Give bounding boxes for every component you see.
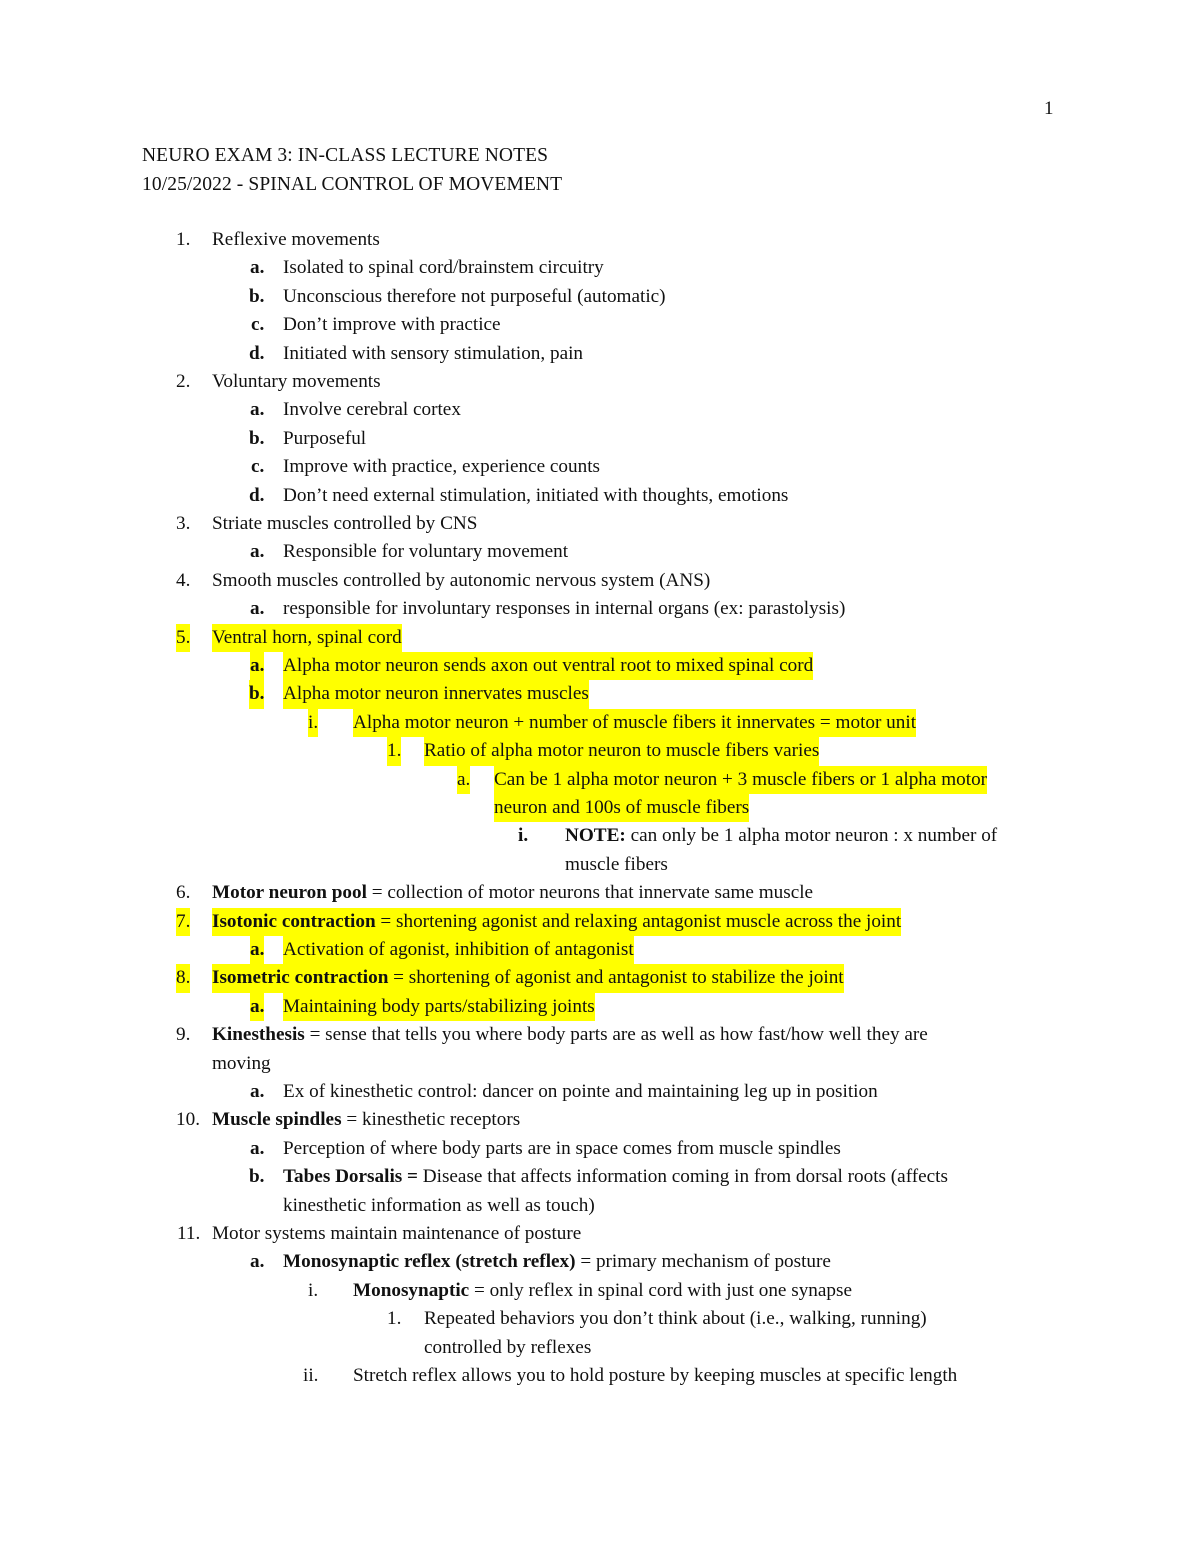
outline-text (565, 851, 668, 879)
outline-line (0, 964, 1200, 992)
outline-line (0, 936, 1200, 964)
outline-line (0, 1277, 1200, 1305)
outline-label: 11. (177, 1223, 201, 1244)
outline-label: b. (249, 285, 265, 307)
outline-label: 5. (176, 624, 190, 652)
outline-label: c. (251, 314, 265, 336)
outline-line (0, 851, 1200, 879)
outline-label: i. (518, 825, 529, 847)
outline-text (283, 1163, 948, 1191)
outline-line (0, 680, 1200, 708)
outline-text-body: Voluntary movements (212, 371, 381, 392)
outline-line (0, 1192, 1200, 1220)
outline-line (0, 311, 1200, 339)
outline-line (0, 1135, 1200, 1163)
document-subtitle: 10/25/2022 - SPINAL CONTROL OF MOVEMENT (142, 174, 563, 195)
outline-text (283, 680, 589, 708)
outline-text (212, 510, 477, 538)
outline-text-body: Initiated with sensory stimulation, pain (283, 342, 584, 364)
outline-line (0, 510, 1200, 538)
outline-term: Isometric contraction (212, 967, 389, 989)
outline-text-body: = only reflex in spinal cord with just one synapse (469, 1279, 852, 1301)
outline-text-body: can only be 1 alpha motor neuron : x number of (625, 825, 998, 847)
outline-line (0, 1021, 1200, 1049)
outline-label: 1. (387, 737, 401, 765)
outline-label: ii. (303, 1365, 319, 1386)
outline-line (0, 908, 1200, 936)
outline-label: 8. (176, 964, 190, 992)
outline-text (283, 652, 813, 680)
outline-line (0, 879, 1200, 907)
outline-text (283, 1135, 841, 1163)
outline-text-body: = primary mechanism of posture (575, 1251, 831, 1273)
outline-line (0, 794, 1200, 822)
outline-label: a. (250, 936, 264, 964)
outline-text-body: Don’t need external stimulation, initiated with thoughts, emotions (283, 484, 789, 506)
outline-label: a. (250, 993, 264, 1021)
outline-label: a. (250, 1081, 265, 1102)
outline-text (283, 993, 595, 1021)
outline-text-body: Motor systems maintain maintenance of posture (212, 1223, 582, 1244)
outline-line (0, 1362, 1200, 1390)
outline-label: 9. (176, 1024, 191, 1046)
outline-line (0, 1050, 1200, 1078)
outline-label: a. (250, 1137, 265, 1159)
outline-text-body: Smooth muscles controlled by autonomic nervous system (ANS) (212, 569, 711, 591)
outline-text (424, 1305, 927, 1333)
outline-line (0, 453, 1200, 481)
outline-text (494, 794, 749, 822)
outline-text (212, 964, 844, 992)
outline-text (283, 453, 600, 481)
outline-label: 10. (176, 1109, 200, 1131)
outline-label: a. (250, 257, 265, 279)
outline-text (565, 822, 997, 850)
outline-text (424, 737, 819, 765)
outline-label: a. (250, 1251, 265, 1273)
outline-text-body: Alpha motor neuron + number of muscle fibers it innervates = motor unit (353, 711, 917, 733)
outline-label: 6. (176, 882, 191, 904)
outline-text (283, 538, 568, 566)
outline-term: Kinesthesis (212, 1024, 305, 1046)
outline-text-body: Ventral horn, spinal cord (212, 626, 402, 648)
outline-text (212, 1220, 581, 1248)
outline-label: 3. (176, 513, 191, 534)
outline-text-body: Reflexive movements (212, 229, 380, 250)
outline-text (283, 482, 788, 510)
outline-text (212, 1021, 928, 1049)
outline-line (0, 1078, 1200, 1106)
outline-text (283, 425, 366, 453)
outline-label: b. (249, 680, 264, 708)
outline-text-body: Unconscious therefore not purposeful (automatic) (283, 285, 666, 307)
outline-text-body: controlled by reflexes (424, 1336, 592, 1358)
outline-line (0, 822, 1200, 850)
outline-text (353, 1277, 852, 1305)
outline-text (424, 1334, 591, 1362)
outline-text-body: Repeated behaviors you don’t think about (i.e., walking, running) (424, 1308, 927, 1330)
outline-text (283, 1078, 878, 1106)
outline-label: 1. (176, 229, 191, 250)
outline-text (283, 1248, 831, 1276)
outline-text (283, 595, 845, 623)
outline-line (0, 396, 1200, 424)
outline-label: d. (249, 484, 265, 506)
outline-line (0, 340, 1200, 368)
outline-line (0, 1163, 1200, 1191)
outline-label: a. (250, 541, 265, 563)
outline-line (0, 425, 1200, 453)
outline-text-body: Can be 1 alpha motor neuron + 3 muscle fibers or 1 alpha motor (494, 768, 988, 790)
outline-term: Muscle spindles (212, 1109, 342, 1131)
document-title: NEURO EXAM 3: IN-CLASS LECTURE NOTES (142, 145, 549, 166)
outline-text-body: Alpha motor neuron sends axon out ventral root to mixed spinal cord (283, 655, 814, 676)
outline-text-body: = sense that tells you where body parts are as well as how fast/how well they are (304, 1024, 928, 1046)
outline-text (212, 567, 710, 595)
outline-text (353, 709, 916, 737)
outline-term: Motor neuron pool (212, 882, 367, 904)
outline-line (0, 1220, 1200, 1248)
outline-line (0, 652, 1200, 680)
outline-text-body: Involve cerebral cortex (283, 399, 461, 421)
outline-line (0, 254, 1200, 282)
outline-text (212, 908, 901, 936)
outline-text-body: Striate muscles controlled by CNS (212, 513, 478, 534)
outline-text (212, 1050, 271, 1078)
outline-line (0, 993, 1200, 1021)
outline-text (212, 368, 381, 396)
outline-text-body: Responsible for voluntary movement (283, 541, 569, 563)
outline-line (0, 1334, 1200, 1362)
outline-text (283, 396, 461, 424)
outline-label: b. (249, 1166, 265, 1188)
outline-label: 2. (176, 371, 191, 392)
outline-text-body: Maintaining body parts/stabilizing joints (283, 995, 595, 1017)
outline-term: Monosynaptic (353, 1279, 470, 1301)
outline-text-body: = shortening of agonist and antagonist to stabilize the joint (388, 967, 844, 989)
outline-line (0, 538, 1200, 566)
outline-text-body: responsible for involuntary responses in internal organs (ex: parastolysis) (283, 598, 846, 620)
outline-text (283, 936, 634, 964)
outline-text (212, 879, 813, 907)
outline-text (212, 1106, 520, 1134)
outline-text-body: Disease that affects information coming in from dorsal roots (affects (417, 1166, 948, 1188)
outline-text-body: Ratio of alpha motor neuron to muscle fibers varies (424, 740, 820, 762)
document-header (142, 141, 562, 199)
outline-label: b. (249, 427, 265, 449)
outline-label: d. (249, 342, 265, 364)
outline-text-body: muscle fibers (565, 853, 668, 875)
outline-text-body: Perception of where body parts are in space comes from muscle spindles (283, 1137, 841, 1159)
outline-text-body: Stretch reflex allows you to hold posture by keeping muscles at specific length (353, 1365, 958, 1386)
outline-text-body: Activation of agonist, inhibition of antagonist (283, 939, 634, 960)
outline-text-body: kinesthetic information as well as touch) (283, 1194, 595, 1216)
outline-text (212, 624, 402, 652)
outline-text-body: = shortening agonist and relaxing antagonist muscle across the joint (375, 910, 902, 932)
outline-term: NOTE: (565, 825, 626, 847)
outline-label: 4. (176, 569, 191, 591)
outline-text-body: Don’t improve with practice (283, 314, 501, 336)
outline-text (494, 766, 987, 794)
outline-text (283, 1192, 595, 1220)
outline-term: Tabes Dorsalis = (283, 1166, 418, 1188)
outline-line (0, 226, 1200, 254)
outline-text-body: moving (212, 1052, 271, 1074)
outline-text (212, 226, 380, 254)
outline-line (0, 595, 1200, 623)
outline-text-body: Isolated to spinal cord/brainstem circuitry (283, 257, 604, 279)
outline-line (0, 567, 1200, 595)
outline-text-body: = kinesthetic receptors (341, 1109, 521, 1131)
outline-label: a. (250, 652, 264, 680)
outline-label: i. (308, 1279, 319, 1301)
outline-label: a. (250, 598, 265, 620)
outline-line (0, 766, 1200, 794)
outline-text (283, 311, 501, 339)
page-number: 1 (1044, 98, 1054, 119)
outline-text (283, 283, 666, 311)
outline-line (0, 1106, 1200, 1134)
outline-label: a. (457, 766, 470, 794)
outline-line (0, 709, 1200, 737)
outline-line (0, 283, 1200, 311)
outline-line (0, 1248, 1200, 1276)
outline-text (353, 1362, 957, 1390)
outline-text-body: neuron and 100s of muscle fibers (494, 797, 750, 818)
outline-line (0, 482, 1200, 510)
outline-text-body: = collection of motor neurons that innervate same muscle (366, 882, 814, 904)
outline-term: Monosynaptic reflex (stretch reflex) (283, 1251, 576, 1273)
outline-text-body: Improve with practice, experience counts (283, 456, 600, 478)
outline-line (0, 1305, 1200, 1333)
outline-text-body: Purposeful (283, 427, 367, 449)
outline-term: Isotonic contraction (212, 910, 376, 932)
outline-label: c. (251, 456, 265, 478)
outline-text-body: Alpha motor neuron innervates muscles (283, 683, 589, 705)
outline-label: a. (250, 399, 265, 421)
outline-label: 1. (387, 1308, 402, 1330)
outline-line (0, 368, 1200, 396)
outline-line (0, 624, 1200, 652)
outline-label: 7. (176, 908, 190, 936)
outline-text (283, 340, 583, 368)
outline-label: i. (308, 709, 318, 737)
outline-text-body: Ex of kinesthetic control: dancer on pointe and maintaining leg up in position (283, 1081, 878, 1102)
outline-line (0, 737, 1200, 765)
outline-text (283, 254, 604, 282)
